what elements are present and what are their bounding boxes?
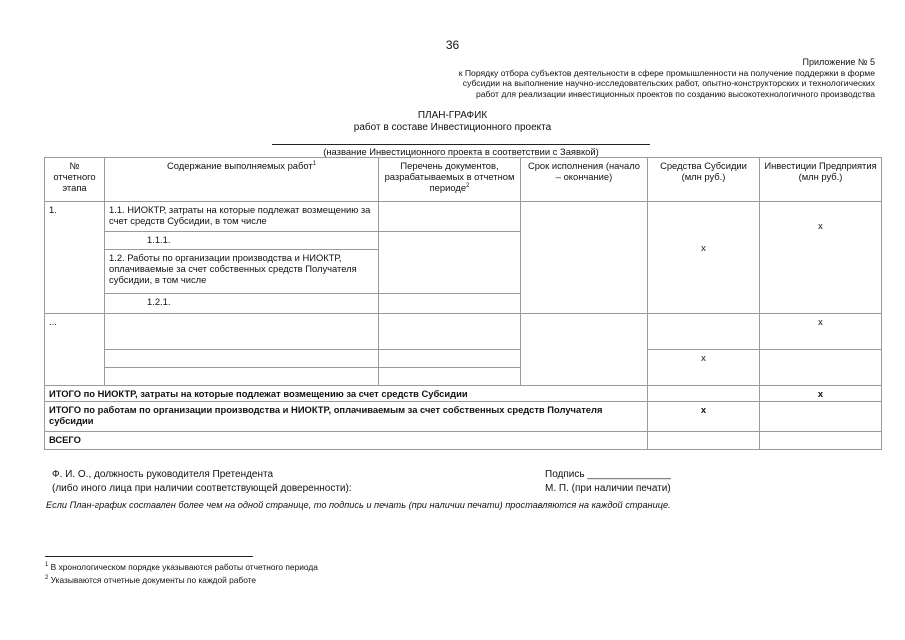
table-row: [45, 202, 882, 232]
invest-mark-1: x: [760, 202, 882, 314]
page-number: 36: [445, 38, 460, 52]
invest-mark-2: x: [760, 314, 882, 350]
appendix-line-2: субсидии на выполнение научно-исследовательских работ, опытно-конструкторских и технологических: [462, 78, 875, 89]
content-cell: [105, 350, 379, 368]
row-1-2-1: 1.2.1.: [105, 294, 379, 314]
row-1-1-1: 1.1.1.: [105, 232, 379, 250]
docs-cell: [379, 202, 521, 232]
footnote-2-mark: 2: [45, 575, 49, 582]
header-content: [105, 158, 379, 202]
term-cell: [521, 314, 648, 386]
table-row: [45, 350, 882, 368]
row-1-1: 1.1. НИОКТР, затраты на которые подлежат возмещению за счет средств Субсидии, в том числе: [105, 202, 379, 232]
stamp-line: М. П. (при наличии печати): [545, 483, 671, 494]
appendix-line-3: работ для реализации инвестиционных проектов по созданию высокотехнологичного производства: [475, 88, 875, 99]
signatory-line-2: (либо иного лица при наличии соответствующей доверенности):: [52, 483, 352, 494]
row-1-2: 1.2. Работы по организации производства и НИОКТР, оплачиваемые за счет собственных средств Получателя субсидии, в том числе: [105, 250, 379, 294]
footnote-2: [45, 575, 256, 585]
invest-mark-3: x: [760, 386, 882, 402]
project-name-caption: (название Инвестиционного проекта в соответствии с Заявкой): [323, 146, 599, 157]
footnote-1: [45, 562, 318, 572]
stage-ellipsis-cell: ...: [45, 314, 105, 386]
subsidy-mark-3: x: [648, 402, 760, 432]
table-header-row: [45, 158, 882, 202]
appendix-block: [459, 57, 875, 99]
total-subsidy-row: [45, 386, 882, 402]
appendix-title: Приложение № 5: [802, 57, 875, 67]
header-content-text: Содержание выполняемых работ: [166, 160, 313, 171]
total-own-label: ИТОГО по работам по организации производства и НИОКТР, оплачиваемым за счет собственных средств Получателя субсидии: [45, 402, 648, 432]
content-cell: [105, 314, 379, 350]
table-row: [45, 314, 882, 350]
plan-subtitle: работ в составе Инвестиционного проекта: [353, 122, 552, 133]
signature-line: Подпись _______________: [545, 469, 671, 480]
signature-note: Если План-график составлен более чем на одной странице, то подпись и печать (при наличии печати) проставляются на каждой странице.: [46, 500, 671, 510]
footnote-ref-2: 2: [466, 182, 470, 189]
signature-block: [545, 468, 671, 496]
footnote-1-mark: 1: [45, 562, 49, 569]
term-cell: [521, 202, 648, 314]
header-stage: № отчетного этапа: [45, 158, 105, 202]
project-name-line: [272, 144, 650, 145]
total-subsidy-value: [648, 386, 760, 402]
docs-cell: [379, 368, 521, 386]
total-all-row: [45, 432, 882, 450]
footnote-2-text: Указываются отчетные документы по каждой работе: [50, 575, 257, 585]
docs-cell: [379, 232, 521, 294]
signatory-line-1: Ф. И. О., должность руководителя Претендента: [52, 469, 274, 480]
footnote-1-text: В хронологическом порядке указываются работы отчетного периода: [50, 562, 318, 572]
header-invest: Инвестиции Предприятия (млн руб.): [760, 158, 882, 202]
total-all-invest: [760, 432, 882, 450]
invest-cell: [760, 350, 882, 386]
subsidy-mark-1: x: [648, 202, 760, 314]
content-cell: [105, 368, 379, 386]
total-subsidy-label: ИТОГО по НИОКТР, затраты на которые подлежат возмещению за счет средств Субсидии: [45, 386, 648, 402]
stage-1-cell: 1.: [45, 202, 105, 314]
plan-title: ПЛАН-ГРАФИК: [417, 110, 488, 121]
total-own-value: [760, 402, 882, 432]
footnote-ref-1: 1: [312, 160, 317, 167]
total-all-label: ВСЕГО: [45, 432, 648, 450]
docs-cell: [379, 314, 521, 350]
subsidy-cell: [648, 314, 760, 350]
schedule-table: [44, 157, 882, 450]
header-subsidy: Средства Субсидии (млн руб.): [648, 158, 760, 202]
header-term: Срок исполнения (начало – окончание): [521, 158, 648, 202]
docs-cell: [379, 294, 521, 314]
header-docs-text: Перечень документов, разрабатываемых в отчетном периоде: [384, 160, 515, 193]
signatory-block: [52, 468, 352, 496]
header-docs: [379, 158, 521, 202]
docs-cell: [379, 350, 521, 368]
footnote-separator: [45, 556, 253, 557]
appendix-line-1: к Порядку отбора субъектов деятельности в сфере промышленности на получение поддержки в форме: [458, 67, 875, 78]
subsidy-mark-2: x: [648, 350, 760, 386]
total-all-subsidy: [648, 432, 760, 450]
total-own-row: [45, 402, 882, 432]
